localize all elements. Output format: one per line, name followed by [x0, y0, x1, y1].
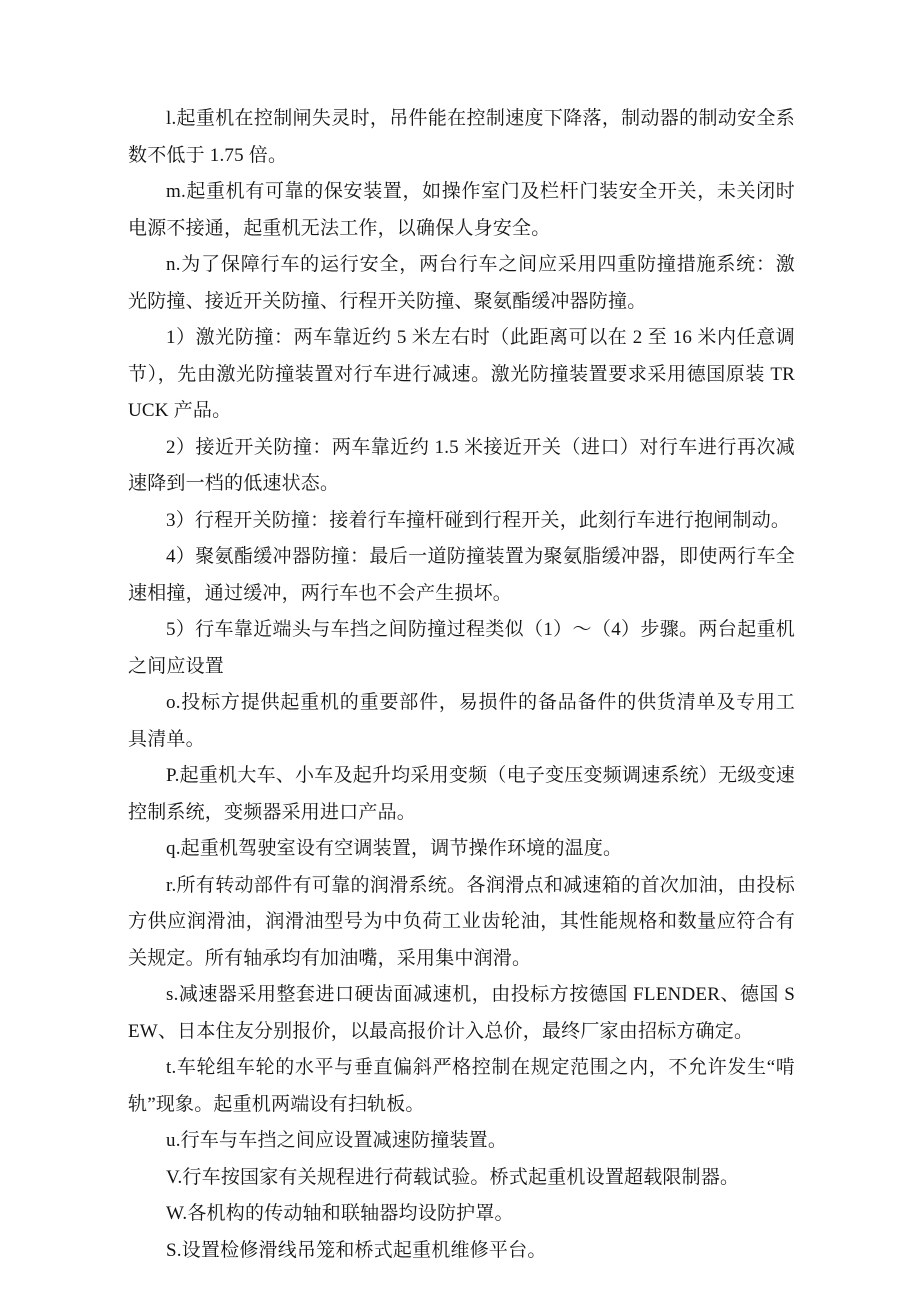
paragraph-s2: S.设置检修滑线吊笼和桥式起重机维修平台。 [166, 1239, 547, 1261]
paragraph-q: q.起重机驾驶室设有空调装置，调节操作环境的温度。 [166, 838, 623, 859]
paragraph-s: s.减速器采用整套进口硬齿面减速机，由投标方按德国 FLENDER、德国 SEW、日本住友分别报价，以最高报价计入总价，最终厂家由招标方确定。 [128, 984, 795, 1042]
paragraph-u: u.行车与车挡之间应设置减速防撞装置。 [166, 1130, 508, 1151]
paragraph-item-5: 5）行车靠近端头与车挡之间防撞过程类似（1）～（4）步骤。两台起重机之间应设置 [128, 619, 795, 677]
paragraph-n: n.为了保障行车的运行安全，两台行车之间应采用四重防撞措施系统：激光防撞、接近开关防撞、行程开关防撞、聚氨酯缓冲器防撞。 [128, 254, 795, 312]
paragraph-v: V.行车按国家有关规程进行荷载试验。桥式起重机设置超载限制器。 [166, 1166, 740, 1188]
paragraph-r: r.所有转动部件有可靠的润滑系统。各润滑点和减速箱的首次加油，由投标方供应润滑油，润滑油型号为中负荷工业齿轮油，其性能规格和数量应符合有关规定。所有轴承均有加油嘴，采用集中润滑。 [128, 874, 795, 969]
document-body-text [128, 101, 795, 1269]
paragraph-item-1: 1）激光防撞：两车靠近约 5 米左右时（此距离可以在 2 至 16 米内任意调节），先由激光防撞装置对行车进行减速。激光防撞装置要求采用德国原装 TRUCK 产品。 [128, 327, 795, 421]
paragraph-item-2: 2）接近开关防撞：两车靠近约 1.5 米接近开关（进口）对行车进行再次减速降到一档的低速状态。 [128, 436, 795, 494]
paragraph-item-3: 3）行程开关防撞：接着行车撞杆碰到行程开关，此刻行车进行抱闸制动。 [166, 509, 791, 531]
paragraph-t: t.车轮组车轮的水平与垂直偏斜严格控制在规定范围之内，不允许发生“啃轨”现象。起重机两端设有扫轨板。 [128, 1057, 795, 1115]
paragraph-p: P.起重机大车、小车及起升均采用变频（电子变压变频调速系统）无级变速控制系统，变频器采用进口产品。 [128, 765, 795, 823]
paragraph-o: o.投标方提供起重机的重要部件，易损件的备品备件的供货清单及专用工具清单。 [128, 692, 795, 750]
paragraph-l: l.起重机在控制闸失灵时，吊件能在控制速度下降落，制动器的制动安全系数不低于 1.75 倍。 [128, 108, 795, 166]
paragraph-item-4: 4）聚氨酯缓冲器防撞：最后一道防撞装置为聚氨脂缓冲器，即使两行车全速相撞，通过缓冲，两行车也不会产生损坏。 [128, 546, 795, 604]
paragraph-m: m.起重机有可靠的保安装置，如操作室门及栏杆门装安全开关，未关闭时电源不接通，起重机无法工作，以确保人身安全。 [128, 181, 795, 239]
paragraph-w: W.各机构的传动轴和联轴器均设防护罩。 [166, 1203, 514, 1224]
